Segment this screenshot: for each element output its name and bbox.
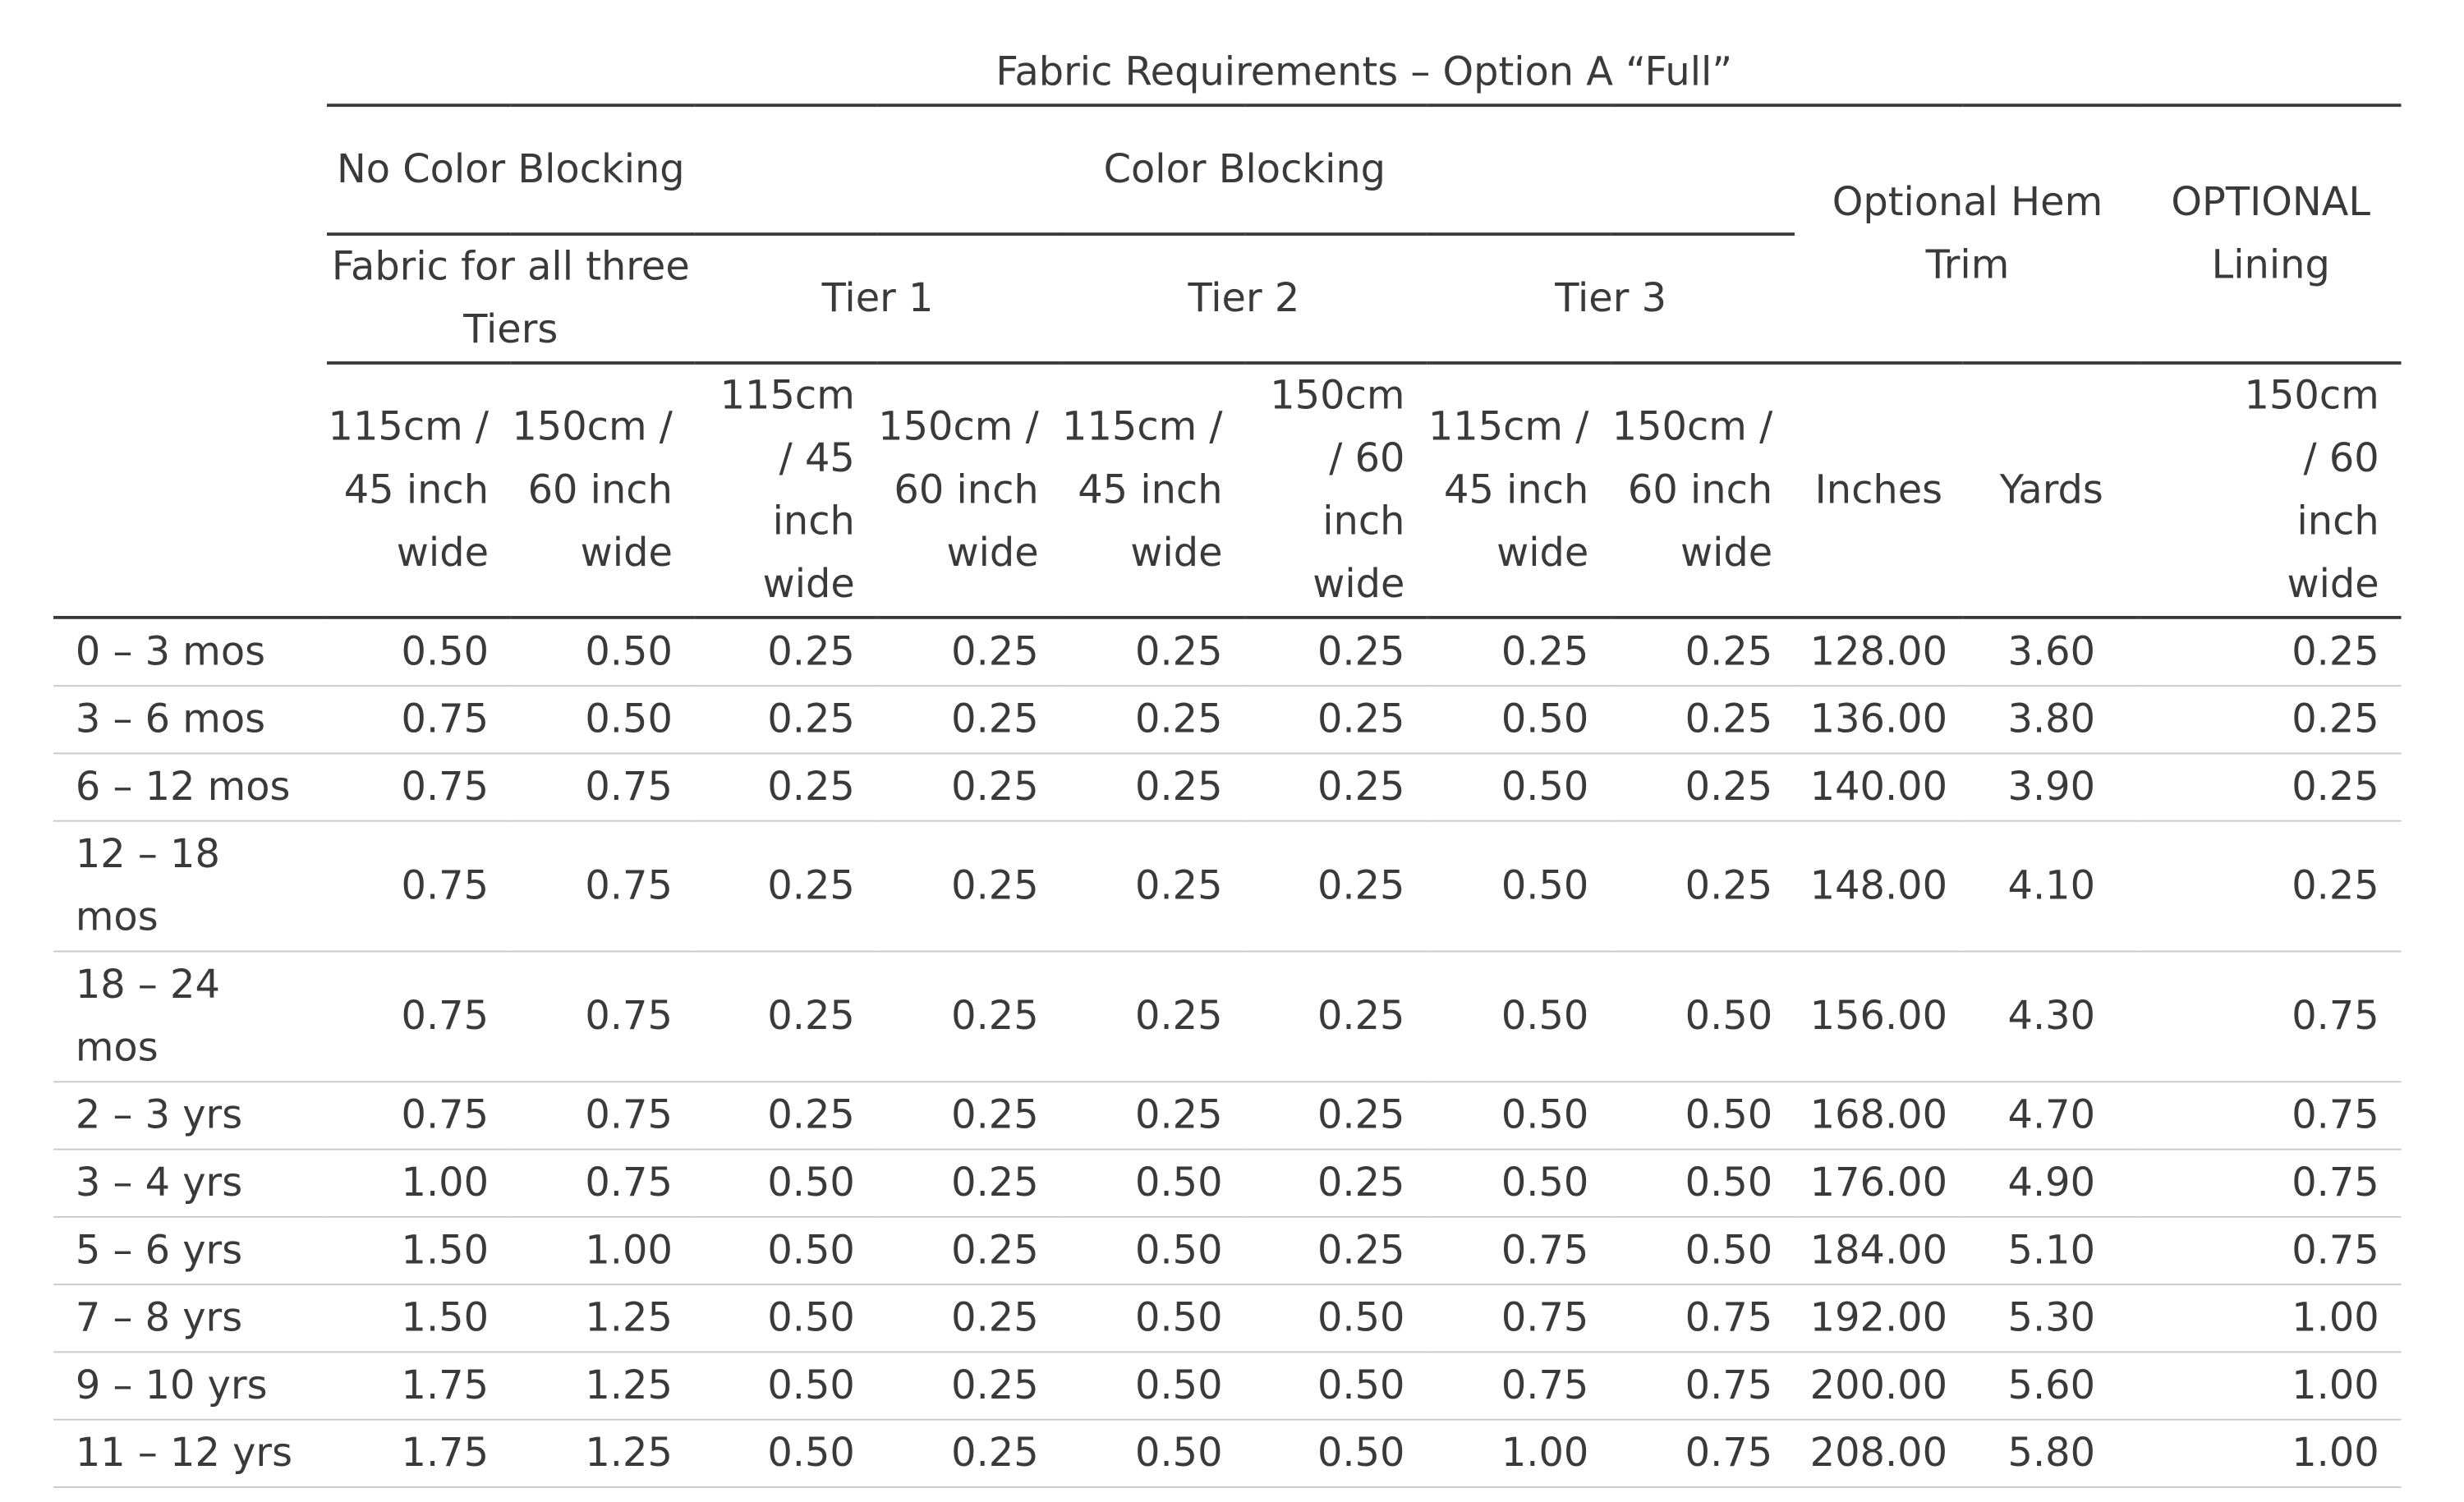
row-value-cell: 0.75 (327, 686, 511, 753)
row-size-label: 12 – 18 mos (53, 821, 327, 952)
row-value-cell: 192.00 (1795, 1284, 1963, 1352)
row-value-cell: 0.75 (1611, 1420, 1795, 1487)
row-value-cell: 0.25 (1244, 686, 1427, 753)
row-value-cell: 0.25 (695, 618, 877, 686)
row-value-cell: 0.50 (1611, 1150, 1795, 1217)
row-value-cell: 0.25 (1611, 618, 1795, 686)
row-value-cell: 0.50 (1427, 1082, 1611, 1149)
row-value-cell: 0.50 (1611, 1082, 1795, 1149)
row-value-cell: 0.25 (1244, 618, 1427, 686)
table-row (53, 1352, 2401, 1419)
row-value-cell: 0.50 (1427, 1150, 1611, 1217)
row-value-cell: 0.25 (695, 821, 877, 952)
row-value-cell: 0.50 (695, 1217, 877, 1284)
table-body (53, 618, 2401, 1487)
unit-header-115: 115cm / 45 inch wide (1060, 363, 1244, 618)
row-value-cell: 0.75 (327, 1082, 511, 1149)
row-value-cell: 0.25 (695, 686, 877, 753)
row-value-cell: 1.00 (1427, 1420, 1611, 1487)
row-value-cell: 0.25 (1611, 821, 1795, 952)
row-value-cell: 0.25 (1611, 686, 1795, 753)
row-value-cell: 0.75 (2140, 952, 2402, 1082)
row-value-cell: 3.60 (1963, 618, 2140, 686)
row-value-cell: 0.50 (1060, 1284, 1244, 1352)
table-row (53, 1150, 2401, 1217)
row-value-cell: 148.00 (1795, 821, 1963, 952)
row-value-cell: 176.00 (1795, 1150, 1963, 1217)
row-value-cell: 0.25 (1427, 618, 1611, 686)
row-value-cell: 0.25 (1060, 821, 1244, 952)
row-value-cell: 1.00 (2140, 1284, 2402, 1352)
unit-header-150: 150cm / 60 inch wide (1244, 363, 1427, 618)
row-value-cell: 0.25 (877, 952, 1061, 1082)
unit-header-150: 150cm / 60 inch wide (1611, 363, 1795, 618)
row-value-cell: 168.00 (1795, 1082, 1963, 1149)
row-value-cell: 0.75 (1427, 1217, 1611, 1284)
row-value-cell: 0.25 (877, 753, 1061, 820)
row-value-cell: 0.25 (2140, 618, 2402, 686)
row-value-cell: 0.25 (877, 686, 1061, 753)
row-value-cell: 0.75 (1427, 1284, 1611, 1352)
row-value-cell: 1.25 (511, 1284, 695, 1352)
unit-header-lining-width: 150cm / 60 inch wide (2140, 363, 2402, 618)
row-value-cell: 0.50 (695, 1284, 877, 1352)
row-value-cell: 0.50 (1427, 686, 1611, 753)
row-value-cell: 0.25 (1060, 753, 1244, 820)
subgroup-tier-2: Tier 2 (1060, 234, 1427, 363)
table-row (53, 1284, 2401, 1352)
row-value-cell: 0.75 (1427, 1352, 1611, 1419)
row-value-cell: 0.25 (877, 1150, 1061, 1217)
row-value-cell: 184.00 (1795, 1217, 1963, 1284)
unit-header-150: 150cm / 60 inch wide (511, 363, 695, 618)
row-size-label: 9 – 10 yrs (53, 1352, 327, 1419)
row-value-cell: 0.25 (1244, 1217, 1427, 1284)
row-value-cell: 5.10 (1963, 1217, 2140, 1284)
row-value-cell: 0.50 (1427, 821, 1611, 952)
row-value-cell: 0.75 (511, 753, 695, 820)
row-value-cell: 0.25 (695, 952, 877, 1082)
row-value-cell: 140.00 (1795, 753, 1963, 820)
row-value-cell: 0.75 (511, 952, 695, 1082)
row-value-cell: 5.60 (1963, 1352, 2140, 1419)
row-value-cell: 1.75 (327, 1420, 511, 1487)
table-row (53, 1420, 2401, 1487)
row-value-cell: 0.50 (1427, 952, 1611, 1082)
subgroup-all-tiers: Fabric for all three Tiers (327, 234, 695, 363)
row-size-label: 0 – 3 mos (53, 618, 327, 686)
row-size-label: 18 – 24 mos (53, 952, 327, 1082)
table-row (53, 1082, 2401, 1149)
row-value-cell: 0.75 (511, 821, 695, 952)
row-value-cell: 1.00 (2140, 1352, 2402, 1419)
group-optional-lining: OPTIONAL Lining (2140, 105, 2402, 363)
row-value-cell: 0.25 (877, 1217, 1061, 1284)
row-value-cell: 0.50 (1244, 1420, 1427, 1487)
row-value-cell: 4.90 (1963, 1150, 2140, 1217)
unit-header-inches: Inches (1795, 363, 1963, 618)
row-size-label: 6 – 12 mos (53, 753, 327, 820)
row-value-cell: 1.00 (2140, 1420, 2402, 1487)
unit-header-115: 115cm / 45 inch wide (1427, 363, 1611, 618)
row-size-label: 7 – 8 yrs (53, 1284, 327, 1352)
row-value-cell: 0.50 (327, 618, 511, 686)
table-row (53, 618, 2401, 686)
table-row (53, 821, 2401, 952)
row-value-cell: 0.50 (511, 618, 695, 686)
table-row (53, 952, 2401, 1082)
row-value-cell: 0.25 (1060, 952, 1244, 1082)
row-value-cell: 0.50 (1244, 1284, 1427, 1352)
table-row (53, 686, 2401, 753)
row-value-cell: 0.25 (695, 753, 877, 820)
row-value-cell: 0.50 (1611, 1217, 1795, 1284)
row-value-cell: 0.25 (1060, 618, 1244, 686)
row-value-cell: 0.25 (1060, 686, 1244, 753)
row-value-cell: 0.50 (1427, 753, 1611, 820)
row-size-label: 11 – 12 yrs (53, 1420, 327, 1487)
row-value-cell: 0.75 (327, 821, 511, 952)
row-value-cell: 0.25 (1244, 952, 1427, 1082)
unit-header-150: 150cm / 60 inch wide (877, 363, 1061, 618)
row-value-cell: 3.80 (1963, 686, 2140, 753)
row-value-cell: 136.00 (1795, 686, 1963, 753)
row-value-cell: 0.25 (695, 1082, 877, 1149)
row-value-cell: 1.00 (511, 1217, 695, 1284)
row-value-cell: 0.75 (2140, 1150, 2402, 1217)
table-header (53, 41, 2401, 618)
row-value-cell: 0.25 (877, 1082, 1061, 1149)
row-value-cell: 208.00 (1795, 1420, 1963, 1487)
row-value-cell: 5.30 (1963, 1284, 2140, 1352)
row-value-cell: 0.75 (327, 753, 511, 820)
row-value-cell: 0.25 (877, 821, 1061, 952)
row-value-cell: 0.75 (327, 952, 511, 1082)
row-value-cell: 0.50 (1060, 1352, 1244, 1419)
row-value-cell: 0.50 (511, 686, 695, 753)
row-value-cell: 0.50 (1244, 1352, 1427, 1419)
subgroup-tier-3: Tier 3 (1427, 234, 1795, 363)
row-value-cell: 1.50 (327, 1284, 511, 1352)
row-value-cell: 0.50 (1060, 1420, 1244, 1487)
row-value-cell: 1.00 (327, 1150, 511, 1217)
row-value-cell: 0.50 (1060, 1217, 1244, 1284)
group-optional-hem-trim: Optional Hem Trim (1795, 105, 2140, 363)
fabric-requirements-table (53, 41, 2401, 1488)
row-value-cell: 4.10 (1963, 821, 2140, 952)
row-value-cell: 0.50 (695, 1352, 877, 1419)
row-value-cell: 0.75 (2140, 1082, 2402, 1149)
row-value-cell: 200.00 (1795, 1352, 1963, 1419)
row-value-cell: 0.25 (2140, 686, 2402, 753)
row-value-cell: 4.70 (1963, 1082, 2140, 1149)
row-value-cell: 0.50 (695, 1420, 877, 1487)
row-size-label: 3 – 4 yrs (53, 1150, 327, 1217)
row-value-cell: 0.25 (877, 1420, 1061, 1487)
row-value-cell: 0.50 (1611, 952, 1795, 1082)
row-value-cell: 1.75 (327, 1352, 511, 1419)
group-no-color-blocking: No Color Blocking (327, 105, 695, 234)
unit-header-yards: Yards (1963, 363, 2140, 618)
row-value-cell: 1.25 (511, 1420, 695, 1487)
table-row (53, 753, 2401, 820)
row-value-cell: 0.25 (1244, 753, 1427, 820)
row-value-cell: 0.75 (1611, 1284, 1795, 1352)
group-color-blocking: Color Blocking (695, 105, 1795, 234)
row-value-cell: 0.25 (877, 1352, 1061, 1419)
row-value-cell: 4.30 (1963, 952, 2140, 1082)
row-value-cell: 0.25 (1244, 1150, 1427, 1217)
row-value-cell: 3.90 (1963, 753, 2140, 820)
subgroup-tier-1: Tier 1 (695, 234, 1061, 363)
row-value-cell: 1.25 (511, 1352, 695, 1419)
row-value-cell: 0.25 (877, 618, 1061, 686)
row-value-cell: 0.25 (1244, 821, 1427, 952)
row-value-cell: 0.75 (1611, 1352, 1795, 1419)
row-value-cell: 0.25 (877, 1284, 1061, 1352)
row-value-cell: 0.25 (1244, 1082, 1427, 1149)
row-value-cell: 0.75 (511, 1150, 695, 1217)
row-value-cell: 5.80 (1963, 1420, 2140, 1487)
row-value-cell: 0.25 (1060, 1082, 1244, 1149)
row-value-cell: 0.75 (511, 1082, 695, 1149)
row-value-cell: 128.00 (1795, 618, 1963, 686)
row-value-cell: 0.75 (2140, 1217, 2402, 1284)
row-value-cell: 0.25 (2140, 821, 2402, 952)
row-value-cell: 0.50 (695, 1150, 877, 1217)
row-size-label: 5 – 6 yrs (53, 1217, 327, 1284)
row-value-cell: 0.25 (2140, 753, 2402, 820)
row-value-cell: 156.00 (1795, 952, 1963, 1082)
row-value-cell: 0.25 (1611, 753, 1795, 820)
row-size-label: 3 – 6 mos (53, 686, 327, 753)
row-value-cell: 1.50 (327, 1217, 511, 1284)
table-title: Fabric Requirements – Option A “Full” (327, 41, 2402, 105)
unit-header-115: 115cm / 45 inch wide (327, 363, 511, 618)
row-size-label: 2 – 3 yrs (53, 1082, 327, 1149)
row-value-cell: 0.50 (1060, 1150, 1244, 1217)
table-row (53, 1217, 2401, 1284)
unit-header-115: 115cm / 45 inch wide (695, 363, 877, 618)
